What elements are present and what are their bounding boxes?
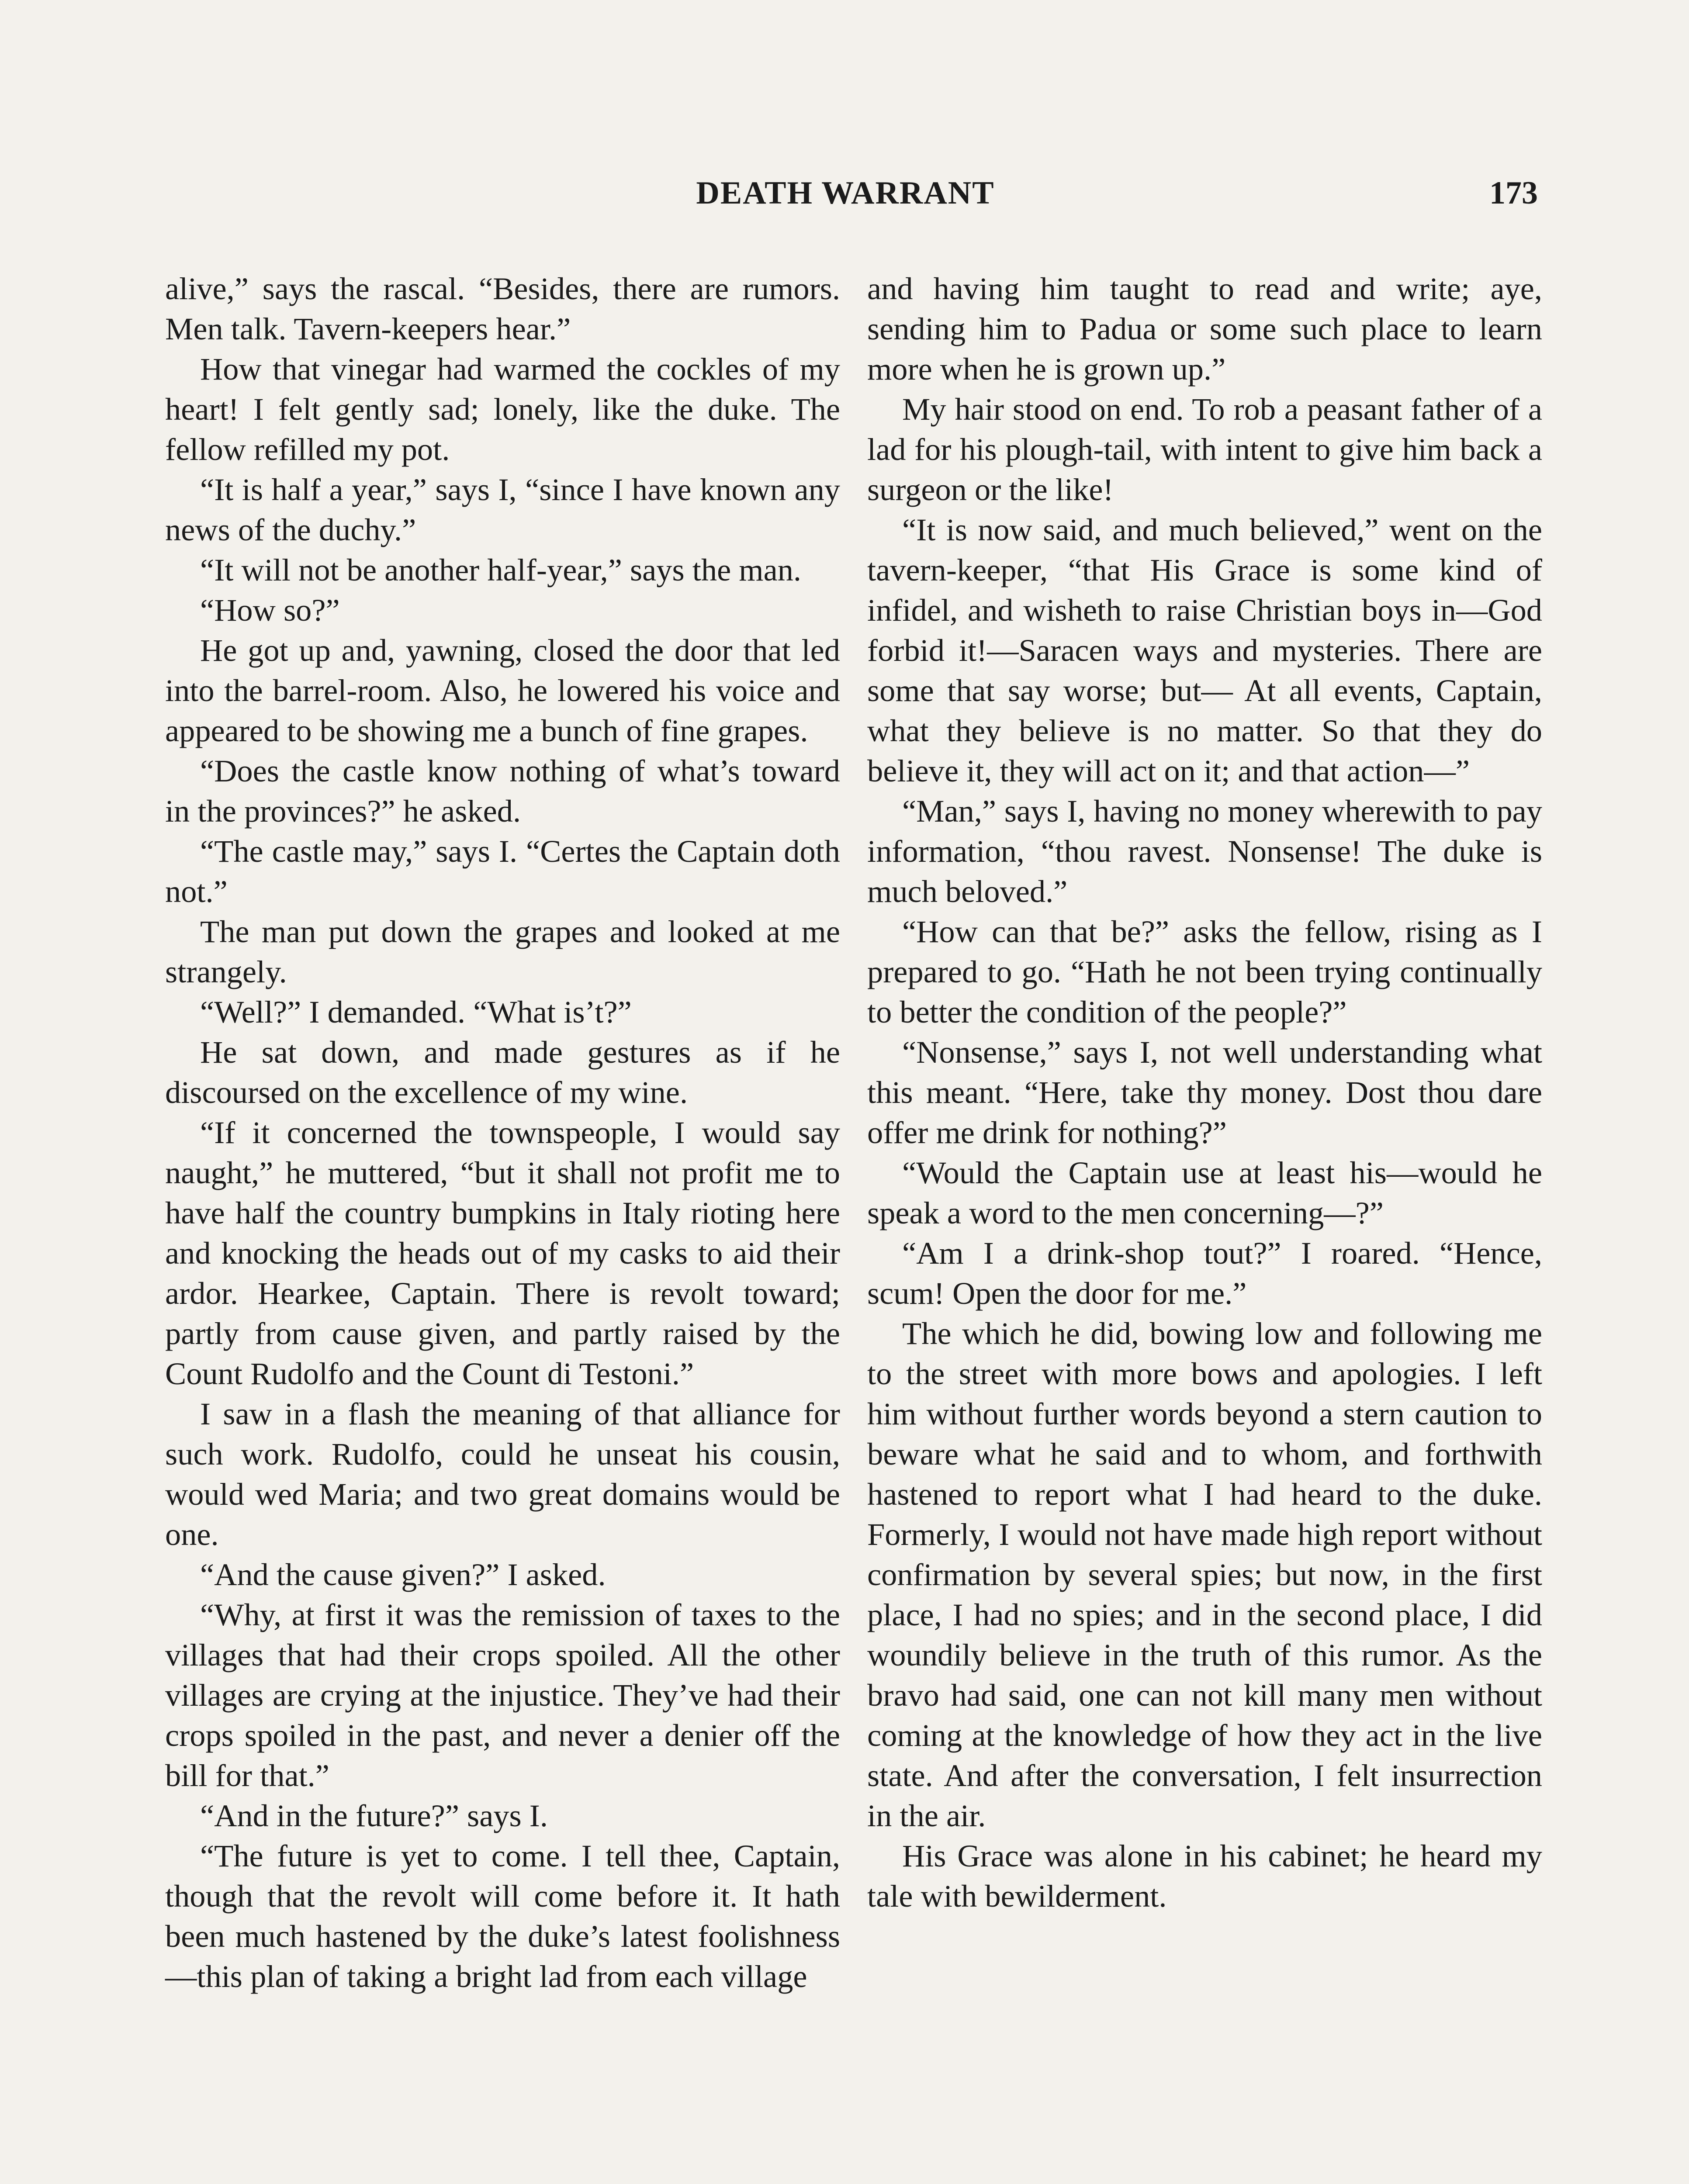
page-header [162, 175, 1538, 227]
paragraph: “If it concerned the townspeople, I would say naught,” he muttered, “but it shall not profit me to have half the country bumpkins in Italy rioting here and knocking the heads out of my casks to aid their ardor. Hearkee, Captain. There is revolt toward; partly from cause given, and partly raised by the Count Rudolfo and the Count di Testoni.” [165, 1115, 840, 1391]
paragraph: His Grace was alone in his cabinet; he heard my tale with bewilderment. [867, 1838, 1542, 1914]
paragraph: alive,” says the rascal. “Besides, there are rumors. Men talk. Tavern-keepers hear.” [165, 271, 840, 346]
paragraph: “Am I a drink-shop tout?” I roared. “Hence, scum! Open the door for me.” [867, 1235, 1542, 1311]
paragraph: He sat down, and made gestures as if he discoursed on the excellence of my wine. [165, 1034, 840, 1110]
paragraph: “Nonsense,” says I, not well understanding what this meant. “Here, take thy money. Dost thou dare offer me drink for nothing?” [867, 1034, 1542, 1150]
paragraph: My hair stood on end. To rob a peasant father of a lad for his plough-tail, with intent to give him back a surgeon or the like! [867, 391, 1542, 507]
paragraph: “And the cause given?” I asked. [200, 1557, 606, 1592]
paragraph: “Does the castle know nothing of what’s toward in the provinces?” he asked. [165, 753, 840, 829]
paragraph: “Would the Captain use at least his—would he speak a word to the men concerning—?” [867, 1155, 1542, 1230]
paragraph: “It is half a year,” says I, “since I have known any news of the duchy.” [165, 472, 840, 547]
paragraph: “It is now said, and much believed,” went on the tavern-keeper, “that His Grace is some kind of infidel, and wisheth to raise Christian boys in—God forbid it!—Saracen ways and mysteries. There are some that say worse; but— At all events, Captain, what they believe is no matter. So that they do believe it, they will act on it; and that action—” [867, 512, 1542, 788]
paragraph: “Well?” I demanded. “What is’t?” [200, 994, 632, 1030]
page-number: 173 [1489, 175, 1538, 211]
paragraph: How that vinegar had warmed the cockles of my heart! I felt gently sad; lonely, like the duke. The fellow refilled my pot. [165, 351, 840, 467]
paragraph: I saw in a flash the meaning of that alliance for such work. Rudolfo, could he unseat his cousin, would wed Maria; and two great domains would be one. [165, 1396, 840, 1552]
paragraph: “It will not be another half-year,” says the man. [200, 552, 802, 587]
paragraph: “Man,” says I, having no money wherewith to pay information, “thou ravest. Nonsense! The duke is much beloved.” [867, 793, 1542, 909]
paragraph: “Why, at first it was the remission of taxes to the villages that had their crops spoiled. All the other villages are crying at the injustice. They’ve had their crops spoiled in the past, and never a denier off the bill for that.” [165, 1597, 840, 1793]
paragraph: “The future is yet to come. I tell thee, Captain, though that the revolt will come before it. It hath been much hastened by the duke’s latest foolishness—this plan of taking a bright lad from each village [165, 1838, 840, 1994]
paragraph: He got up and, yawning, closed the door that led into the barrel-room. Also, he lowered his voice and appeared to be showing me a bunch of fine grapes. [165, 632, 840, 748]
paragraph: “And in the future?” says I. [200, 1798, 548, 1833]
paragraph: and having him taught to read and write; aye, sending him to Padua or some such place to learn more when he is grown up.” [867, 271, 1542, 387]
paragraph: “How so?” [200, 592, 340, 628]
right-column [867, 269, 1542, 1916]
paragraph: The man put down the grapes and looked at me strangely. [165, 914, 840, 989]
left-column [165, 269, 840, 1997]
paragraph: “The castle may,” says I. “Certes the Captain doth not.” [165, 833, 840, 909]
paragraph: “How can that be?” asks the fellow, rising as I prepared to go. “Hath he not been trying continually to better the condition of the people?” [867, 914, 1542, 1030]
running-head: DEATH WARRANT [696, 175, 995, 211]
paragraph: The which he did, bowing low and following me to the street with more bows and apologies. I left him without further words beyond a stern caution to beware what he said and to whom, and forthwith hastened to report what I had heard to the duke. Formerly, I would not have made high report without confirmation by several spies; but now, in the first place, I had no spies; and in the second place, I did woundily believe in the truth of this rumor. As the bravo had said, one can not kill many men without coming at the knowledge of how they act in the live state. And after the conversation, I felt insurrection in the air. [867, 1316, 1542, 1833]
